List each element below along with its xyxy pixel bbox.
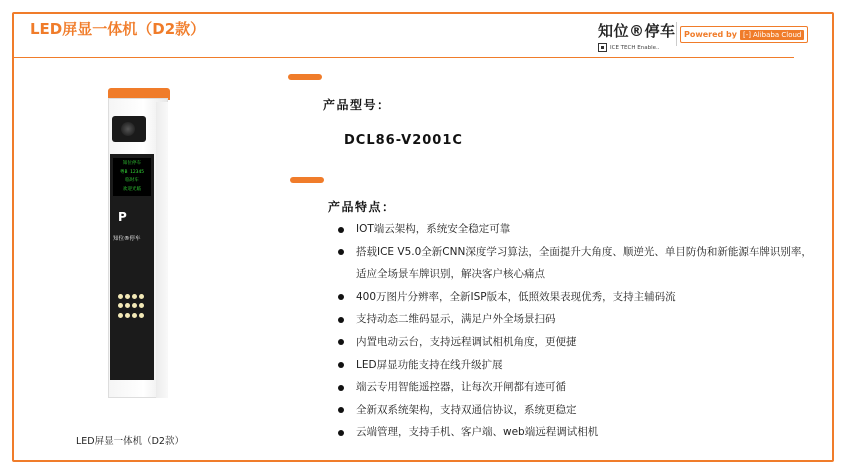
- brand-tagline: ICE TECH Enable..: [610, 44, 660, 51]
- camera-lens: [121, 122, 135, 136]
- bullet-icon: [338, 339, 344, 345]
- accent-bar: [290, 177, 324, 183]
- model-value: DCL86-V2001C: [344, 133, 463, 148]
- feature-item: 云端管理，支持手机、客户端、web端远程调试相机: [334, 421, 814, 444]
- feature-item: 内置电动云台，支持远程调试相机角度，更便捷: [334, 331, 814, 354]
- bullet-icon: [338, 430, 344, 436]
- model-label: 产品型号：: [323, 98, 391, 112]
- led-line: 欢迎光临: [122, 186, 142, 192]
- parking-icon: P: [118, 210, 127, 224]
- brand-divider: [676, 22, 677, 46]
- led-line: 临时车: [125, 178, 139, 183]
- bullet-icon: [338, 317, 344, 323]
- bullet-icon: [338, 294, 344, 300]
- product-image: [100, 88, 174, 398]
- alibaba-cloud-badge: [740, 30, 804, 40]
- feature-item: 搭载ICE V5.0全新CNN深度学习算法，全面提升大角度、顺逆光、单目防伪和新能源车牌识别率，适应全场景车牌识别，解决客户核心痛点: [334, 241, 814, 286]
- feature-item: 支持动态二维码显示，满足户外全场景扫码: [334, 308, 814, 331]
- led-line: 知位停车: [122, 161, 142, 166]
- alibaba-cloud-icon: [-]: [743, 30, 751, 39]
- feature-item: 400万图片分辨率，全新ISP版本，低照效果表现优秀，支持主辅码流: [334, 286, 814, 309]
- feature-item: 全新双系统架构，支持双通信协议，系统更稳定: [334, 399, 814, 422]
- header-rule: [14, 57, 794, 58]
- powered-by-text: Powered by: [684, 30, 737, 39]
- bullet-icon: [338, 407, 344, 413]
- page-title: LED屏显一体机（D2款）: [30, 20, 206, 38]
- ice-tech-icon: [598, 43, 607, 52]
- brand-name: 知位®停车: [598, 22, 676, 40]
- kiosk-side: [156, 102, 168, 398]
- feature-item: 端云专用智能遥控器，让每次开闸都有迹可循: [334, 376, 814, 399]
- bullet-icon: [338, 362, 344, 368]
- feature-item: LED屏显功能支持在线升级扩展: [334, 354, 814, 377]
- device-brand: 知位®停车: [113, 236, 141, 242]
- bullet-icon: [338, 227, 344, 233]
- led-line: 粤B 12345: [120, 169, 144, 175]
- keypad-icon: [118, 294, 144, 320]
- brand-logo: [598, 20, 676, 52]
- bullet-icon: [338, 385, 344, 391]
- accent-bar: [288, 74, 322, 80]
- partner-name: Alibaba Cloud: [753, 30, 802, 39]
- image-caption: LED屏显一体机（D2款）: [76, 436, 184, 447]
- bullet-icon: [338, 249, 344, 255]
- features-label: 产品特点：: [328, 200, 396, 214]
- camera-icon: [112, 116, 146, 142]
- led-screen: [113, 158, 151, 196]
- powered-by-badge: [680, 26, 808, 43]
- kiosk-front-panel: [110, 154, 154, 380]
- feature-list: [334, 218, 814, 444]
- feature-item: IOT端云架构，系统安全稳定可靠: [334, 218, 814, 241]
